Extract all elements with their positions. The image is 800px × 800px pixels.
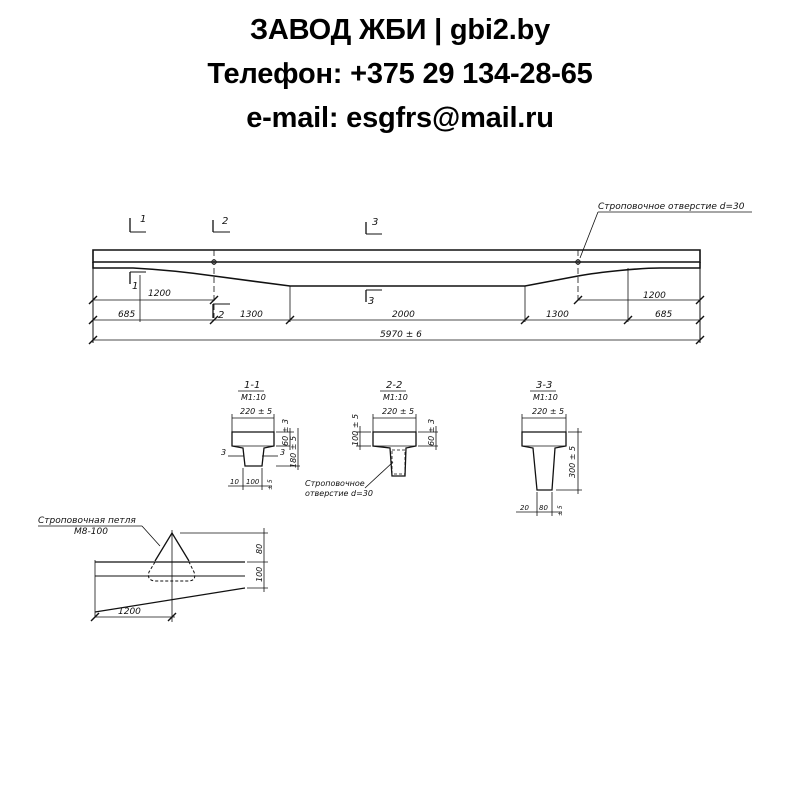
loop-label-2: М8-100 <box>74 527 108 537</box>
dim-row-1 <box>89 289 704 304</box>
section-2-top-width: 220 ± 5 <box>382 407 415 416</box>
dim-2000: 2000 <box>392 310 415 320</box>
loop-label-1: Строповочная петля <box>38 516 136 526</box>
dim-row-3 <box>89 330 704 344</box>
section-1-side-left: 3 <box>221 448 227 457</box>
section-1-top-width: 220 ± 5 <box>240 407 273 416</box>
dim-row-2 <box>89 310 704 324</box>
section-3-bottom-tol: ± 5 <box>557 505 564 516</box>
section-mark-2-bottom: 2 <box>218 310 225 321</box>
dim-1200-left: 1200 <box>148 289 171 299</box>
beam-top-flange <box>93 250 700 262</box>
section-2-scale: M1:10 <box>383 393 408 402</box>
section-marker-1 <box>130 214 146 292</box>
section-1-scale: M1:10 <box>241 393 266 402</box>
section-3-total-h: 300 ± 5 <box>568 445 577 478</box>
dim-1200-right: 1200 <box>643 291 666 301</box>
section-3-top-width: 220 ± 5 <box>532 407 565 416</box>
loop-dim-top: 80 <box>255 543 264 554</box>
section-mark-1-top: 1 <box>140 214 147 225</box>
section-1-bottom-width: 100 <box>246 478 260 486</box>
section-3-bottom-left: 20 <box>520 504 529 512</box>
loop-bar-embedded <box>148 562 194 581</box>
section-2-shape <box>373 432 416 476</box>
section-3-title: 3-3 <box>536 380 553 391</box>
section-1-bottom-tol: ± 5 <box>267 479 274 490</box>
section-1-total-h: 180 ± 5 <box>289 435 298 468</box>
section-1-flange-h: 60 ± 3 <box>281 418 290 446</box>
dim-1300-right: 1300 <box>546 310 569 320</box>
dim-685-left: 685 <box>118 310 136 320</box>
section-2-note-2: отверстие d=30 <box>305 489 373 498</box>
section-3-bottom-width: 80 <box>539 504 548 512</box>
section-2-flange-h: 60 ± 3 <box>427 418 436 446</box>
section-2-title: 2-2 <box>386 380 403 391</box>
loop-detail <box>38 516 268 622</box>
section-3-3 <box>516 380 582 516</box>
section-2-note-1: Строповочное <box>305 479 365 488</box>
beam-elevation <box>89 202 752 344</box>
header-phone: Телефон: +375 29 134-28-65 <box>207 58 593 90</box>
hole-note: Строповочное отверстие d=30 <box>598 202 745 212</box>
header-email: e-mail: esgfrs@mail.ru <box>246 102 554 134</box>
dim-685-right: 685 <box>655 310 673 320</box>
loop-dim-bottom: 1200 <box>118 607 141 617</box>
loop-dim-side: 100 <box>255 566 264 582</box>
section-mark-1-bottom: 1 <box>132 281 139 292</box>
dim-1300-left: 1300 <box>240 310 263 320</box>
section-1-1 <box>221 380 300 490</box>
section-mark-2-top: 2 <box>222 216 229 227</box>
section-mark-3-bottom: 3 <box>368 296 375 307</box>
section-1-bottom-left: 10 <box>230 478 239 486</box>
section-1-title: 1-1 <box>244 380 261 391</box>
section-2-2 <box>305 380 438 498</box>
hole-note-leader <box>580 212 598 258</box>
beam-web-outline <box>93 262 700 286</box>
dim-total: 5970 ± 6 <box>380 330 422 340</box>
section-1-side-right: 3 <box>280 448 286 457</box>
section-3-shape <box>522 432 566 490</box>
header-title: ЗАВОД ЖБИ | gbi2.by <box>249 14 551 46</box>
section-2-hole <box>392 450 405 474</box>
section-mark-3-top: 3 <box>372 217 379 228</box>
section-marker-2 <box>213 216 230 321</box>
section-2-left-h: 100 ± 5 <box>351 413 360 446</box>
section-1-shape <box>232 432 274 466</box>
section-3-scale: M1:10 <box>533 393 558 402</box>
